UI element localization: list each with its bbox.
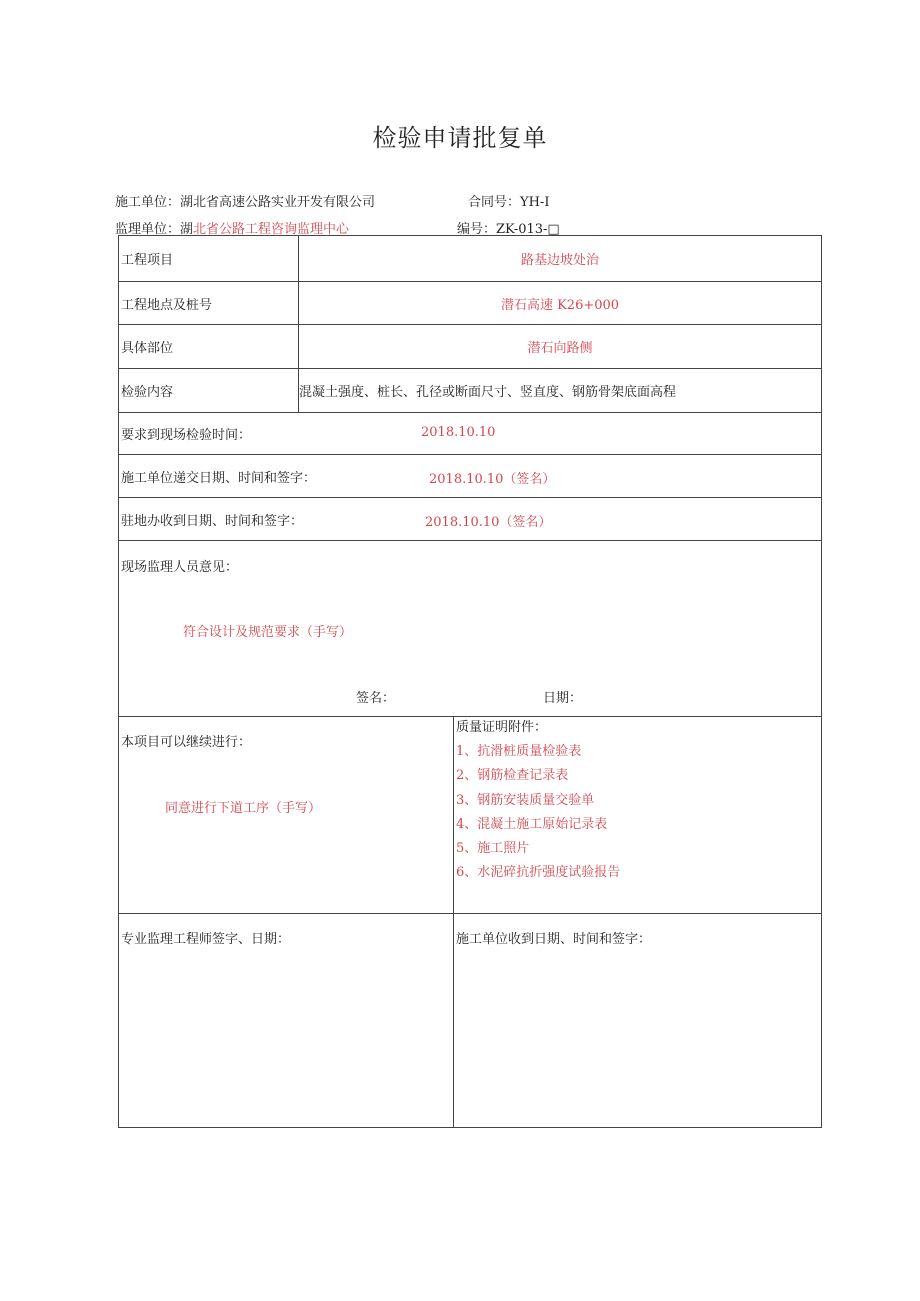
continue-label: 本项目可以继续进行： (121, 735, 252, 750)
contract-number-label: 合同号： (468, 195, 521, 210)
engineer-signature-label: 专业监理工程师签字、日期： (121, 932, 291, 947)
contractor-line (115, 191, 375, 210)
received-row (119, 498, 822, 541)
table-row (119, 717, 822, 914)
list-item: 3、钢筋安装质量交验单 (456, 792, 595, 808)
contract-number-line (468, 191, 549, 210)
part-label: 具体部位 (119, 325, 299, 369)
supervisor-value: 北省公路工程咨询监理中心 (193, 222, 350, 237)
table-row (119, 325, 822, 369)
location-value: 潜石高速 K26+000 (299, 282, 822, 325)
opinion-cell (119, 541, 822, 717)
engineer-signature-cell (119, 914, 454, 1128)
contractor-receipt-label: 施工单位收到日期、时间和签字： (456, 932, 652, 947)
attachments-cell (454, 717, 822, 914)
opinion-label: 现场监理人员意见： (121, 560, 239, 575)
project-value: 路基边坡处治 (299, 236, 822, 282)
required-time-value: 2018.10.10 (421, 425, 496, 440)
continue-cell (119, 717, 454, 914)
page-title: 检验申请批复单 (372, 124, 548, 152)
list-item: 6、水泥碎抗折强度试验报告 (456, 865, 621, 881)
list-item: 4、混凝土施工原始记录表 (456, 816, 608, 832)
submit-row (119, 455, 822, 498)
opinion-date-label: 日期： (543, 691, 583, 706)
received-label: 驻地办收到日期、时间和签字： (121, 513, 304, 529)
contractor-value: 湖北省高速公路实业开发有限公司 (180, 195, 376, 210)
supervisor-label: 监理单位：湖 (115, 222, 194, 237)
table-row (119, 498, 822, 541)
content-label: 检验内容 (119, 369, 299, 413)
submit-value: 2018.10.10（签名） (429, 472, 556, 487)
table-row (119, 541, 822, 717)
continue-text: 同意进行下道工序（手写） (165, 801, 322, 816)
project-label: 工程项目 (119, 236, 299, 282)
submit-label: 施工单位递交日期、时间和签字： (121, 470, 317, 486)
part-value: 潜石向路侧 (299, 325, 822, 369)
table-row (119, 413, 822, 455)
opinion-text: 符合设计及规范要求（手写） (183, 625, 353, 640)
serial-number-value: ZK-013-□ (496, 222, 560, 237)
table-row (119, 455, 822, 498)
table-row (119, 236, 822, 282)
opinion-sign-label: 签名： (356, 691, 396, 706)
attachments-list (456, 740, 819, 886)
table-row (119, 914, 822, 1128)
contract-number-value: YH-I (520, 195, 550, 210)
table-row (119, 282, 822, 325)
attachments-label: 质量证明附件： (456, 720, 548, 735)
list-item: 1、抗滑桩质量检验表 (456, 744, 582, 759)
table-row (119, 369, 822, 413)
list-item: 5、施工照片 (456, 841, 530, 857)
required-time-row (119, 413, 822, 455)
received-value: 2018.10.10（签名） (425, 515, 552, 530)
contractor-receipt-cell (454, 914, 822, 1128)
required-time-label: 要求到现场检验时间： (121, 428, 252, 443)
inspection-form-table (118, 235, 822, 1128)
list-item: 2、钢筋检查记录表 (456, 768, 569, 784)
location-label: 工程地点及桩号 (119, 282, 299, 325)
contractor-label: 施工单位： (115, 195, 181, 210)
serial-number-label: 编号： (457, 222, 497, 237)
content-value: 混凝土强度、桩长、孔径或断面尺寸、竖直度、钢筋骨架底面高程 (299, 369, 822, 413)
